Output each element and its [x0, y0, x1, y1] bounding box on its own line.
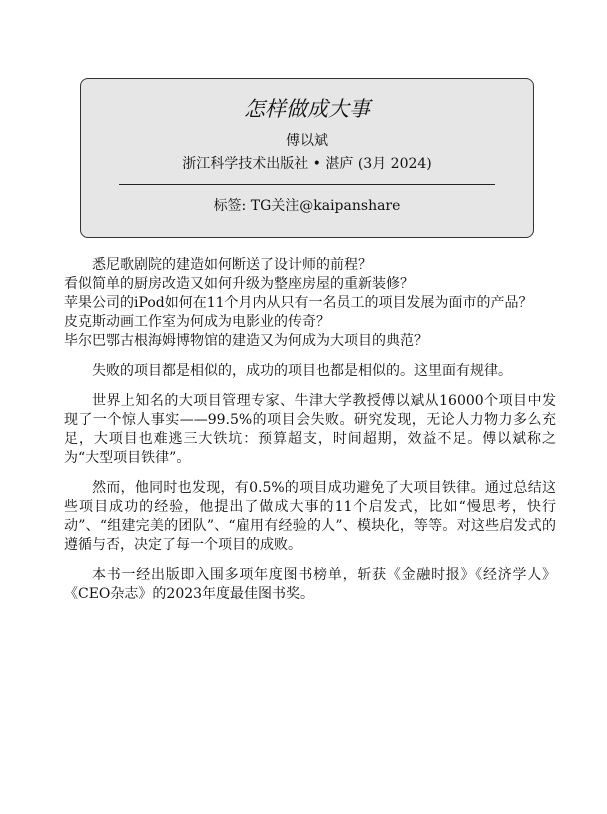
question-item: 悉尼歌剧院的建造如何断送了设计师的前程？ [92, 257, 372, 273]
book-title: 怎样做成大事 [244, 97, 370, 121]
description-body [64, 256, 556, 615]
question-item: 看似简单的厨房改造又如何升级为整座房屋的重新装修？ [64, 276, 414, 292]
question-item: 毕尔巴鄂古根海姆博物馆的建造又为何成为大项目的典范？ [64, 333, 428, 349]
question-item: 皮克斯动画工作室为何成为电影业的传奇？ [64, 314, 330, 330]
book-author: 傅以斌 [286, 133, 328, 149]
body-paragraph: 然而，他同时也发现，有0.5%的项目成功避免了大项目铁律。通过总结这些项目成功的经验，他提出了做成大事的11个启发式，比如“慢思考，快行动”、“组建完美的团队”、“雇用有经验的人”、模块化，等等。对这些启发式的遵循与否，决定了每一个项目的成败。 [64, 480, 556, 553]
divider-line [119, 184, 495, 185]
body-paragraph: 本书一经出版即入围多项年度图书榜单，斩获《金融时报》《经济学人》《CEO杂志》的2023年度最佳图书奖。 [64, 567, 556, 602]
book-tags: 标签: TG关注@kaipanshare [213, 198, 401, 214]
question-item: 苹果公司的iPod如何在11个月内从只有一名员工的项目发展为面市的产品？ [64, 295, 533, 311]
book-info-box [80, 78, 534, 238]
question-list [64, 256, 556, 351]
book-publisher: 浙江科学技术出版社 • 湛庐 (3月 2024) [182, 156, 432, 172]
body-paragraph: 失败的项目都是相似的，成功的项目也都是相似的。这里面有规律。 [92, 363, 512, 379]
body-paragraph: 世界上知名的大项目管理专家、牛津大学教授傅以斌从16000个项目中发现了一个惊人事实——99.5%的项目会失败。研究发现，无论人力物力多么充足，大项目也难逃三大铁坑：预算超支，时间超期，效益不足。傅以斌称之为“大型项目铁律”。 [64, 393, 556, 466]
